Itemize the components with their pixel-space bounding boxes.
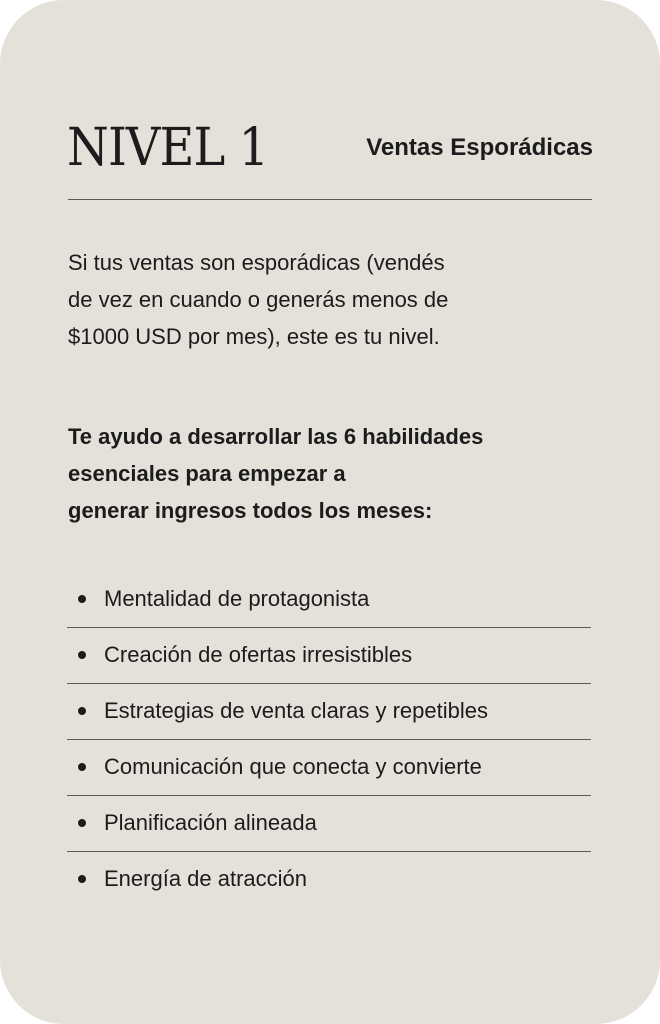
intro-paragraph — [68, 244, 568, 355]
header-divider — [68, 199, 592, 200]
list-item — [67, 852, 591, 908]
list-item — [67, 740, 591, 796]
skill-label: Creación de ofertas irresistibles — [104, 642, 413, 667]
intro-line: $1000 USD por mes), este es tu nivel. — [68, 324, 440, 349]
skills-lead — [68, 418, 598, 529]
lead-line: Te ayudo a desarrollar las 6 habilidades — [68, 424, 484, 449]
skill-label: Comunicación que conecta y convierte — [104, 754, 482, 779]
lead-line: generar ingresos todos los meses: — [68, 498, 433, 523]
bullet-icon — [78, 763, 86, 771]
skill-label: Mentalidad de protagonista — [104, 586, 370, 611]
bullet-icon — [78, 595, 86, 603]
level-subtitle: Ventas Esporádicas — [366, 134, 593, 161]
level-title: NIVEL 1 — [67, 118, 269, 178]
list-item — [67, 572, 591, 628]
list-item — [67, 796, 591, 852]
skill-label: Estrategias de venta claras y repetibles — [104, 698, 488, 723]
bullet-icon — [78, 875, 86, 883]
lead-line: esenciales para empezar a — [68, 461, 346, 486]
card-header — [67, 118, 593, 178]
intro-line: de vez en cuando o generás menos de — [68, 287, 449, 312]
skills-list — [67, 572, 591, 908]
bullet-icon — [78, 707, 86, 715]
bullet-icon — [78, 819, 86, 827]
skill-label: Energía de atracción — [104, 866, 308, 891]
skill-label: Planificación alineada — [104, 810, 317, 835]
list-item — [67, 684, 591, 740]
intro-line: Si tus ventas son esporádicas (vendés — [68, 250, 445, 275]
list-item — [67, 628, 591, 684]
bullet-icon — [78, 651, 86, 659]
